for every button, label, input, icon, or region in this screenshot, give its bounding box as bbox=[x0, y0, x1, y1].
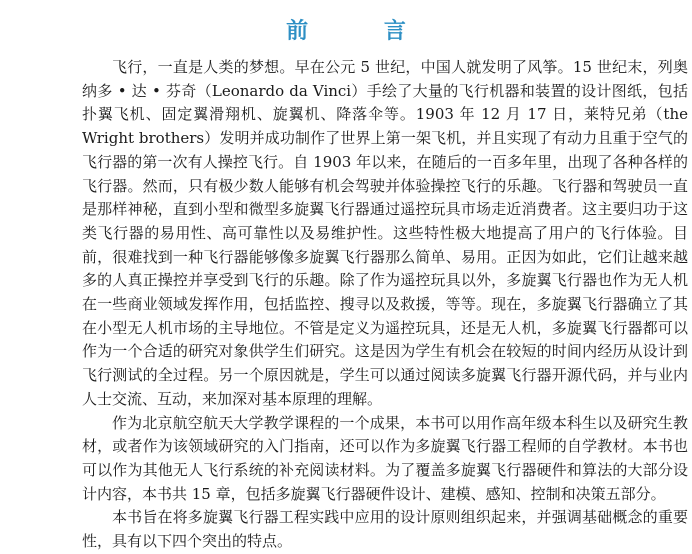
preface-body bbox=[82, 56, 688, 554]
paragraph-2: 作为北京航空航天大学教学课程的一个成果，本书可以用作高年级本科生以及研究生教材，或者作为该领域研究的入门指南，还可以作为多旋翼飞行器工程师的自学教材。本书也可以作为其他无人飞行系统的补充阅读材料。为了覆盖多旋翼飞行器硬件和算法的大部分设计内容，本书共 15 章，包括多旋翼飞行器硬件设计、建模、感知、控制和决策五部分。 bbox=[82, 413, 688, 503]
paragraph-1: 飞行，一直是人类的梦想。早在公元 5 世纪，中国人就发明了风筝。15 世纪末，列奥纳多 • 达 • 芬奇（Leonardo da Vinci）手绘了大量的飞行机器和装置的设计图纸，包括扑翼飞机、固定翼滑翔机、旋翼机、降落伞等。1903 年 12 月 17 日，莱特兄弟（the Wright brothers）发明并成功制作了世界上第一架飞机，并且实现了有动力且重于空气的飞行器的第一次有人操控飞行。自 1903 年以来，在随后的一百多年里，出现了各种各样的飞行器。然而，只有极少数人能够有机会驾驶并体验操控飞行的乐趣。飞行器和驾驶员一直是那样神秘，直到小型和微型多旋翼飞行器通过遥控玩具市场走近消费者。这主要归功于这类飞行器的易用性、高可靠性以及易维护性。这些特性极大地提高了用户的飞行体验。目前，很难找到一种飞行器能够像多旋翼飞行器那么简单、易用。正因为如此，它们让越来越多的人真正操控并享受到飞行的乐趣。除了作为遥控玩具以外，多旋翼飞行器也作为无人机在一些商业领域发挥作用，包括监控、搜寻以及救援，等等。现在，多旋翼飞行器确立了其在小型无人机市场的主导地位。不管是定义为遥控玩具，还是无人机，多旋翼飞行器都可以作为一个合适的研究对象供学生们研究。这是因为学生有机会在较短的时间内经历从设计到飞行测试的全过程。另一个原因就是，学生可以通过阅读多旋翼飞行器开源代码，并与业内人士交流、互动，来加深对基本原理的理解。 bbox=[82, 58, 688, 408]
page-title: 前 言 bbox=[286, 19, 440, 44]
paragraph-3: 本书旨在将多旋翼飞行器工程实践中应用的设计原则组织起来，并强调基础概念的重要性，具有以下四个突出的特点。 bbox=[82, 508, 688, 551]
